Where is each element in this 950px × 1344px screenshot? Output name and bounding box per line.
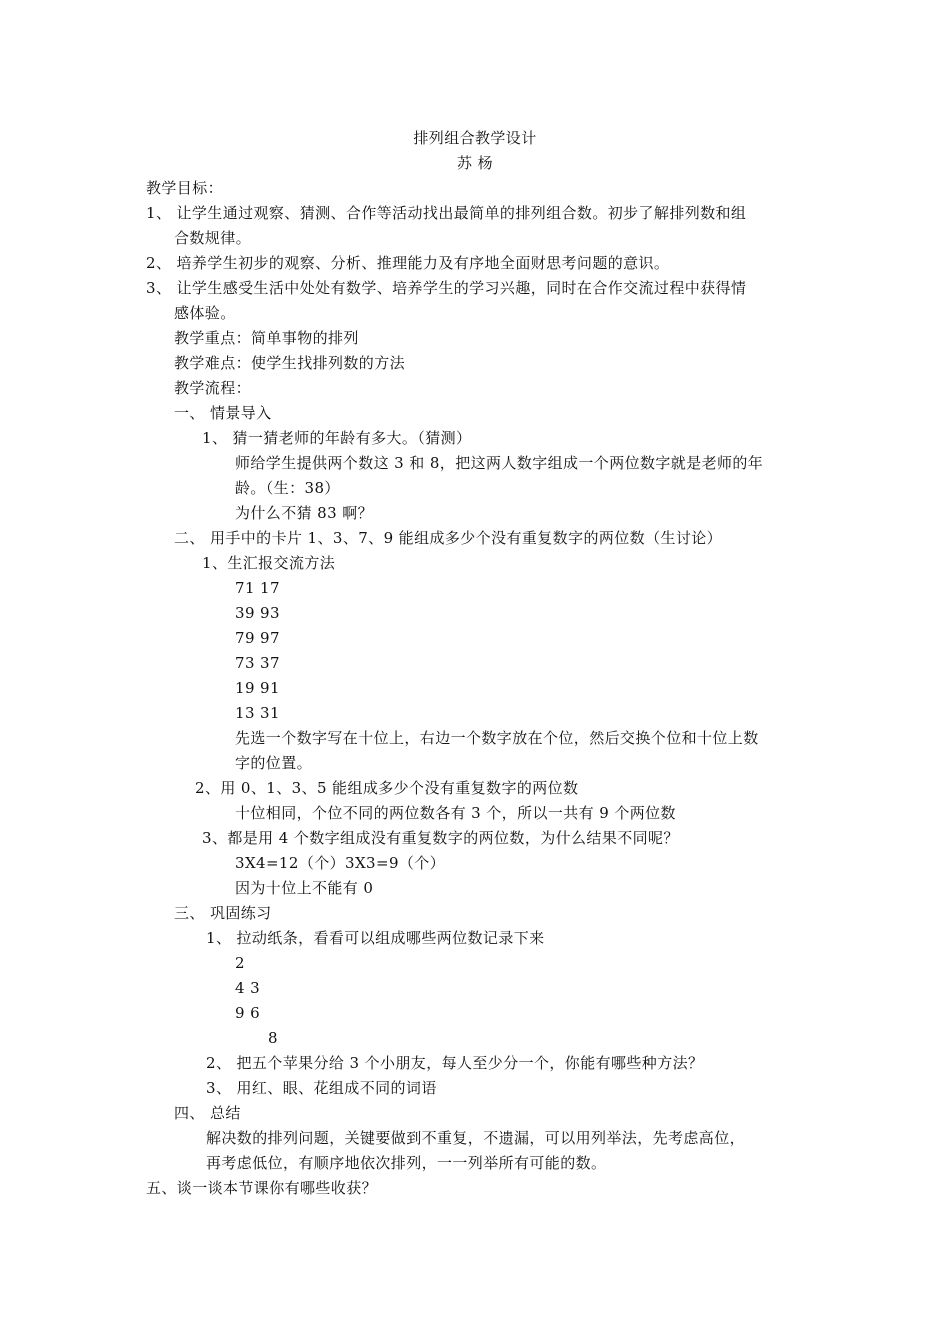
doc-title: 排列组合教学设计: [413, 129, 537, 147]
section-3-item-1: 1、 拉动纸条，看看可以组成哪些两位数记录下来: [206, 929, 545, 947]
section-1-text-2: 龄。（生：38）: [235, 479, 340, 497]
section-1-heading: 一、 情景导入: [174, 404, 272, 422]
number-pair: 13 31: [235, 704, 280, 722]
card-number: 2: [235, 954, 245, 972]
section-2-heading: 二、 用手中的卡片 1、3、7、9 能组成多少个没有重复数字的两位数（生讨论）: [174, 529, 723, 547]
section-2-text-5: 因为十位上不能有 0: [235, 879, 374, 897]
section-3-heading: 三、 巩固练习: [174, 904, 272, 922]
difficulty: 教学难点：使学生找排列数的方法: [174, 354, 406, 372]
goal-1-line-2: 合数规律。: [174, 229, 252, 247]
section-1-text-1: 师给学生提供两个数这 3 和 8，把这两人数字组成一个两位数字就是老师的年: [235, 454, 764, 472]
goal-3-line-1: 3、 让学生感受生活中处处有数学、培养学生的学习兴趣，同时在合作交流过程中获得情: [146, 279, 747, 297]
card-number: 9 6: [235, 1004, 261, 1022]
section-1-item-1: 1、 猜一猜老师的年龄有多大。（猜测）: [202, 429, 472, 447]
goal-1-line-1: 1、 让学生通过观察、猜测、合作等活动找出最简单的排列组合数。初步了解排列数和组: [146, 204, 747, 222]
section-4-text-1: 解决数的排列问题，关键要做到不重复，不遗漏，可以用列举法，先考虑高位，: [206, 1129, 746, 1147]
section-2-text-2: 字的位置。: [235, 754, 313, 772]
section-2-item-1: 1、生汇报交流方法: [202, 554, 336, 572]
number-pair: 71 17: [235, 579, 280, 597]
section-4-text-2: 再考虑低位，有顺序地依次排列，一一列举所有可能的数。: [206, 1154, 607, 1172]
section-2-text-1: 先选一个数字写在十位上，右边一个数字放在个位，然后交换个位和十位上数: [235, 729, 759, 747]
number-pair: 19 91: [235, 679, 280, 697]
section-1-text-3: 为什么不猜 83 啊？: [235, 504, 374, 522]
section-3-item-3: 3、 用红、眼、花组成不同的词语: [206, 1079, 437, 1097]
goal-3-line-2: 感体验。: [174, 304, 236, 322]
section-2-item-2: 2、用 0、1、3、5 能组成多少个没有重复数字的两位数: [195, 779, 579, 797]
doc-author: 苏 杨: [457, 154, 493, 172]
card-number: 8: [268, 1029, 278, 1047]
section-2-text-4: 3X4=12（个）3X3=9（个）: [235, 854, 446, 872]
goals-heading: 教学目标：: [146, 179, 224, 197]
goal-2: 2、 培养学生初步的观察、分析、推理能力及有序地全面财思考问题的意识。: [146, 254, 670, 272]
section-2-item-3: 3、都是用 4 个数字组成没有重复数字的两位数，为什么结果不同呢？: [202, 829, 679, 847]
number-pair: 79 97: [235, 629, 280, 647]
section-5-heading: 五、谈一谈本节课你有哪些收获？: [146, 1179, 378, 1197]
process-heading: 教学流程：: [174, 379, 252, 397]
card-number: 4 3: [235, 979, 261, 997]
number-pair: 39 93: [235, 604, 280, 622]
section-2-text-3: 十位相同，个位不同的两位数各有 3 个，所以一共有 9 个两位数: [235, 804, 676, 822]
section-4-heading: 四、 总结: [174, 1104, 241, 1122]
number-pair: 73 37: [235, 654, 280, 672]
key-point: 教学重点：简单事物的排列: [174, 329, 359, 347]
section-3-item-2: 2、 把五个苹果分给 3 个小朋友，每人至少分一个，你能有哪些种方法？: [206, 1054, 704, 1072]
